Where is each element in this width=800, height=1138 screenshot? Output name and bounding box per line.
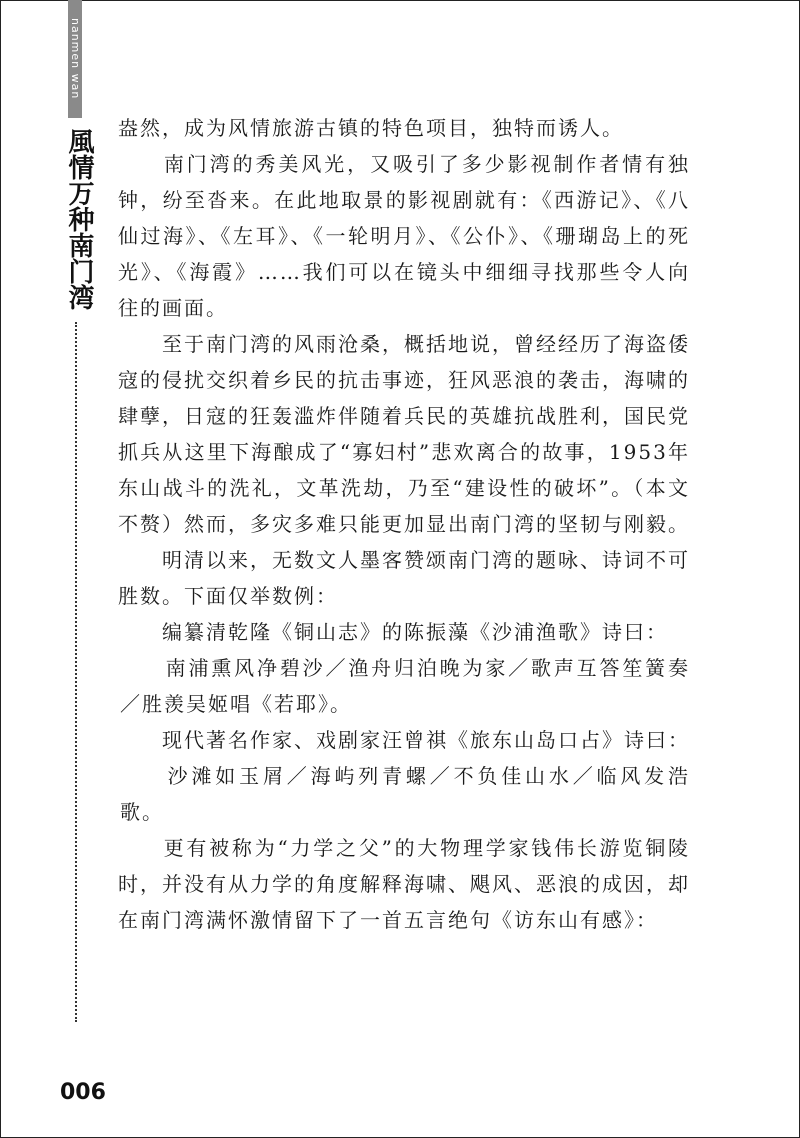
paragraph-2: 南门湾的秀美风光，又吸引了多少影视制作者情有独钟，纷至沓来。在此地取景的影视剧就有：《西游记》、《八仙过海》、《左耳》、《一轮明月》、《公仆》、《珊瑚岛上的死光》、《海霞》……我们可以在镜头中细细寻找那些令人向往的画面。 — [118, 152, 690, 320]
poem-1: 南浦熏风净碧沙／渔舟归泊晚为家／歌声互答笙簧奏／胜羡吴姬唱《若耶》。 — [120, 656, 690, 716]
body-text — [118, 110, 690, 938]
book-title: 風情万种南门湾 — [64, 128, 94, 310]
page-number: 006 — [60, 1080, 106, 1105]
paragraph-6: 现代著名作家、戏剧家汪曾祺《旅东山岛口占》诗曰： — [118, 728, 690, 752]
paragraph-5: 编纂清乾隆《铜山志》的陈振藻《沙浦渔歌》诗曰： — [118, 620, 668, 644]
poem-2: 沙滩如玉屑／海屿列青螺／不负佳山水／临风发浩歌。 — [120, 764, 690, 824]
side-tab-label: nanmen wan — [69, 18, 82, 100]
paragraph-1: 盎然，成为风情旅游古镇的特色项目，独特而诱人。 — [118, 116, 624, 140]
paragraph-7: 更有被称为“力学之父”的大物理学家钱伟长游览铜陵时，并没有从力学的角度解释海啸、飓风、恶浪的成因，却在南门湾满怀激情留下了一首五言绝句《访东山有感》： — [118, 836, 690, 932]
paragraph-3: 至于南门湾的风雨沧桑，概括地说，曾经经历了海盗倭寇的侵扰交织着乡民的抗击事迹，狂风恶浪的袭击，海啸的肆孽，日寇的狂轰滥炸伴随着兵民的英雄抗战胜利，国民党抓兵从这里下海酿成了“寡妇村”悲欢离合的故事，1953年东山战斗的洗礼，文革洗劫，乃至“建设性的破坏”。（本文不赘）然而，多灾多难只能更加显出南门湾的坚韧与刚毅。 — [118, 332, 690, 536]
paragraph-4: 明清以来，无数文人墨客赞颂南门湾的题咏、诗词不可胜数。下面仅举数例： — [118, 548, 690, 608]
dotted-divider — [75, 322, 77, 1022]
